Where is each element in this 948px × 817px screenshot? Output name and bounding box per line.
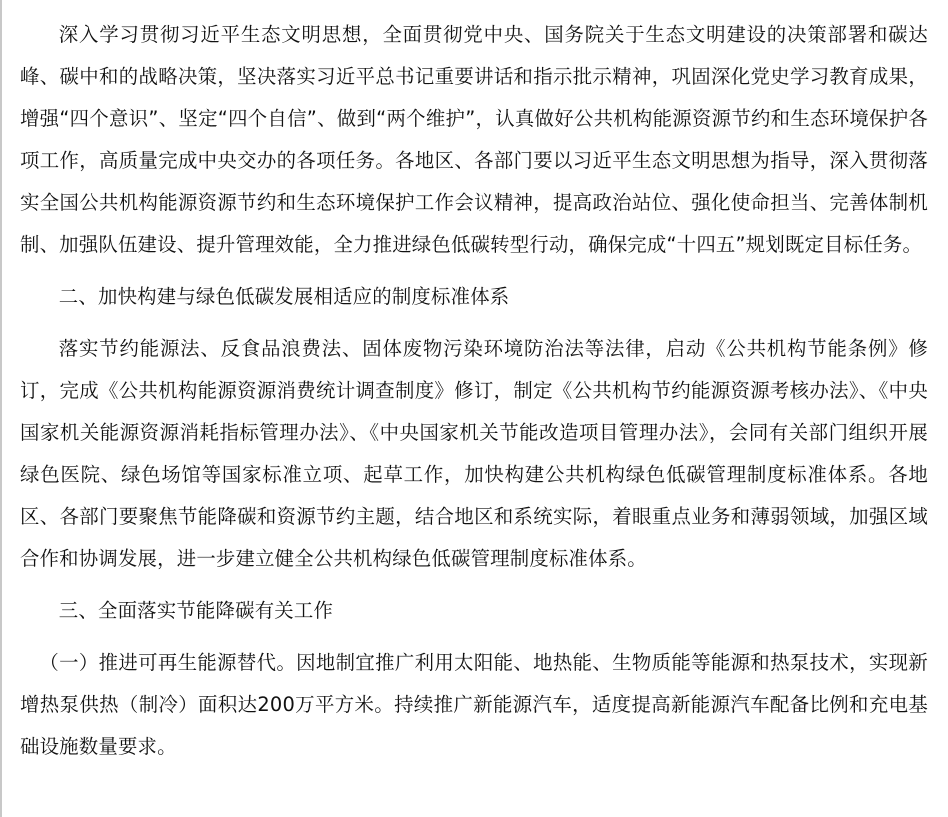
paragraph-standards: 落实节约能源法、反食品浪费法、固体废物污染环境防治法等法律，启动《公共机构节能条例》修订，完成《公共机构能源资源消费统计调查制度》修订，制定《公共机构节约能源资源考核办法》、《中央国家机关能源资源消耗指标管理办法》、《中央国家机关节能改造项目管理办法》，会同有关部门组织开展绿色医院、绿色场馆等国家标准立项、起草工作，加快构建公共机构绿色低碳管理制度标准体系。各地区、各部门要聚焦节能降碳和资源节约主题，结合地区和系统实际，着眼重点业务和薄弱领域，加强区域合作和协调发展，进一步建立健全公共机构绿色低碳管理制度标准体系。 [20, 337, 928, 570]
paragraph-renewable: （一）推进可再生能源替代。因地制宜推广利用太阳能、地热能、生物质能等能源和热泵技术，实现新增热泵供热（制冷）面积达200万平方米。持续推广新能源汽车，适度提高新能源汽车配备比例和充电基础设施数量要求。 [20, 651, 928, 758]
paragraph-intro: 深入学习贯彻习近平生态文明思想，全面贯彻党中央、国务院关于生态文明建设的决策部署和碳达峰、碳中和的战略决策，坚决落实习近平总书记重要讲话和指示批示精神，巩固深化党史学习教育成果，增强“四个意识”、坚定“四个自信”、做到“两个维护”，认真做好公共机构能源资源节约和生态环境保护各项工作，高质量完成中央交办的各项任务。各地区、各部门要以习近平生态文明思想为指导，深入贯彻落实全国公共机构能源资源节约和生态环境保护工作会议精神，提高政治站位、强化使命担当、完善体制机制、加强队伍建设、提升管理效能，全力推进绿色低碳转型行动，确保完成“十四五”规划既定目标任务。 [20, 23, 928, 256]
left-border [0, 0, 2, 817]
section-heading-2: 二、加快构建与绿色低碳发展相适应的制度标准体系 [58, 285, 510, 308]
section-heading-3: 三、全面落实节能降碳有关工作 [58, 599, 334, 622]
document-body [20, 14, 928, 778]
